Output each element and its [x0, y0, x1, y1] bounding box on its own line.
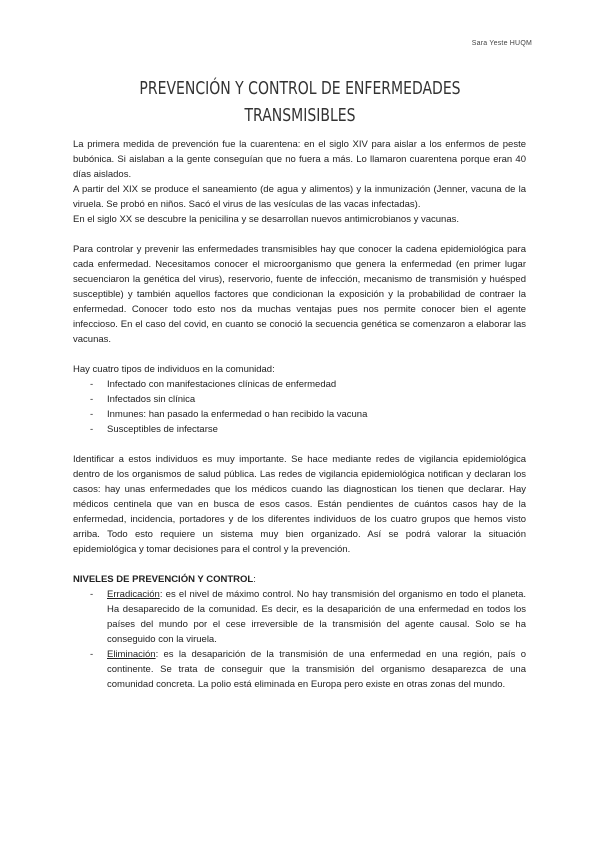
term-eliminacion: Eliminación [107, 649, 156, 660]
intro-paragraph-3: En el siglo XX se descubre la penicilina y se desarrollan nuevos antimicrobianos y vacunas. [73, 214, 460, 225]
term-definition: : es la desaparición de la transmisión de una enfermedad en una región, país o continente. Se trata de conseguir que la transmisión del organismo desaparezca de una comunidad concreta. La polio está eliminada en Europa pero existe en otras zonas del mundo. [107, 649, 526, 690]
list-item: - Susceptibles de infectarse [73, 422, 526, 437]
individuals-list [73, 377, 526, 437]
title-line-1: PREVENCIÓN Y CONTROL DE ENFERMEDADES [139, 79, 461, 99]
list-item [73, 587, 526, 647]
document-body [73, 137, 526, 692]
levels-list [73, 587, 526, 692]
levels-heading [73, 572, 526, 587]
list-item [73, 647, 526, 692]
term-definition: : es el nivel de máximo control. No hay transmisión del organismo en todo el planeta. Ha desaparecido de la comunidad. Es decir, es la desaparición de una enfermedad en todos los países del mundo por el cese irreversible de la transmisión del agente causal. Solo se ha conseguido con la viruela. [107, 589, 526, 645]
surveillance-paragraph: Identificar a estos individuos es muy importante. Se hace mediante redes de vigilancia epidemiológica dentro de los organismos de salud pública. Las redes de vigilancia epidemiológica notifican y declaran los casos: hay unas enfermedades que los médicos cuando las diagnostican los tienen que declarar. Hay médicos centinela que van en busca de esos casos. Están pendientes de cuántos casos hay de la enfermedad, incidencia, portadores y de los diferentes individuos de los cuatro grupos que hemos visto arriba. Todo esto requiere un sistema muy bien organizado. Así se podrá valorar la situación epidemiológica y tomar decisiones para el control y la prevención. [73, 454, 526, 555]
page-title [60, 76, 540, 130]
individuals-intro: Hay cuatro tipos de individuos en la comunidad: [73, 364, 275, 375]
list-item: - Inmunes: han pasado la enfermedad o han recibido la vacuna [73, 407, 526, 422]
list-item: - Infectados sin clínica [73, 392, 526, 407]
author-name: Sara Yeste HUQM [471, 40, 532, 47]
intro-paragraph-1: La primera medida de prevención fue la cuarentena: en el siglo XIV para aislar a los enfermos de peste bubónica. Si aislaban a la gente conseguían que no fuera a más. Lo llamaron cuarentena porque eran 40 días aislados. [73, 139, 526, 180]
levels-heading-colon: : [253, 574, 256, 585]
list-item: - Infectado con manifestaciones clínicas de enfermedad [73, 377, 526, 392]
chain-paragraph: Para controlar y prevenir las enfermedades transmisibles hay que conocer la cadena epidemiológica para cada enfermedad. Necesitamos conocer el microorganismo que genera la enfermedad (en primer lugar secuenciaron la genética del virus), reservorio, fuente de infección, mecanismo de transmisión y huésped susceptible) y también aquellos factores que condicionan la exposición y la probabilidad de contraer la enfermedad. Conocer todo esto nos da muchas ventajas pues nos permite conocer bien el agente infeccioso. En el caso del covid, en cuanto se conoció la secuencia genética se comenzaron a elaborar las vacunas. [73, 244, 526, 345]
title-line-2: TRANSMISIBLES [244, 106, 356, 126]
intro-paragraph-2: A partir del XIX se produce el saneamiento (de agua y alimentos) y la inmunización (Jenner, vacuna de la viruela. Se probó en niños. Sacó el virus de las vesículas de las vacas infectadas). [73, 184, 526, 210]
term-erradicacion: Erradicación [107, 589, 160, 600]
levels-heading-text: NIVELES DE PREVENCIÓN Y CONTROL [73, 574, 254, 585]
